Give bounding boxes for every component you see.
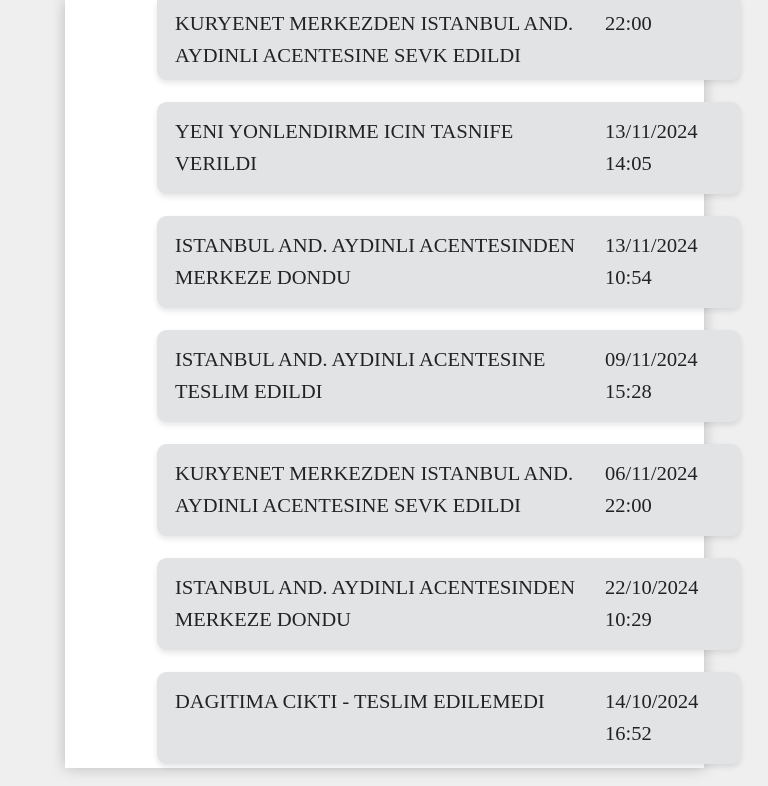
tracking-event-list (157, 0, 741, 786)
event-description: ISTANBUL AND. AYDINLI ACENTESINDEN MERKEZE DONDU (175, 235, 576, 289)
event-description: KURYENET MERKEZDEN ISTANBUL AND. AYDINLI ACENTESINE SEVK EDILDI (175, 463, 574, 517)
tracking-event-card (157, 558, 741, 650)
event-date: 22/10/2024 (605, 577, 699, 599)
event-description: ISTANBUL AND. AYDINLI ACENTESINDEN MERKEZE DONDU (175, 577, 576, 631)
tracking-event-card (157, 102, 741, 194)
tracking-event-card (157, 444, 741, 536)
event-date: 06/11/2024 (605, 463, 698, 485)
event-description: KURYENET MERKEZDEN ISTANBUL AND. AYDINLI ACENTESINE SEVK EDILDI (175, 13, 574, 67)
tracking-history-panel (65, 0, 704, 768)
tracking-event-card (157, 330, 741, 422)
tracking-event-card (157, 0, 741, 80)
event-time: 15:28 (605, 381, 652, 403)
event-description: DAGITIMA CIKTI - TESLIM EDILEMEDI (175, 691, 545, 713)
event-time: 14:05 (605, 153, 652, 175)
event-time: 10:29 (605, 609, 652, 631)
event-time: 22:00 (605, 13, 652, 35)
event-time: 10:54 (605, 267, 652, 289)
event-date: 13/11/2024 (605, 235, 698, 257)
event-date: 09/11/2024 (605, 349, 698, 371)
tracking-event-card (157, 216, 741, 308)
tracking-event-card (157, 672, 741, 764)
event-date: 14/10/2024 (605, 691, 699, 713)
event-description: ISTANBUL AND. AYDINLI ACENTESINE TESLIM EDILDI (175, 349, 546, 403)
event-description: YENI YONLENDIRME ICIN TASNIFE VERILDI (175, 121, 514, 175)
event-date: 13/11/2024 (605, 121, 698, 143)
event-time: 16:52 (605, 723, 652, 745)
event-time: 22:00 (605, 495, 652, 517)
